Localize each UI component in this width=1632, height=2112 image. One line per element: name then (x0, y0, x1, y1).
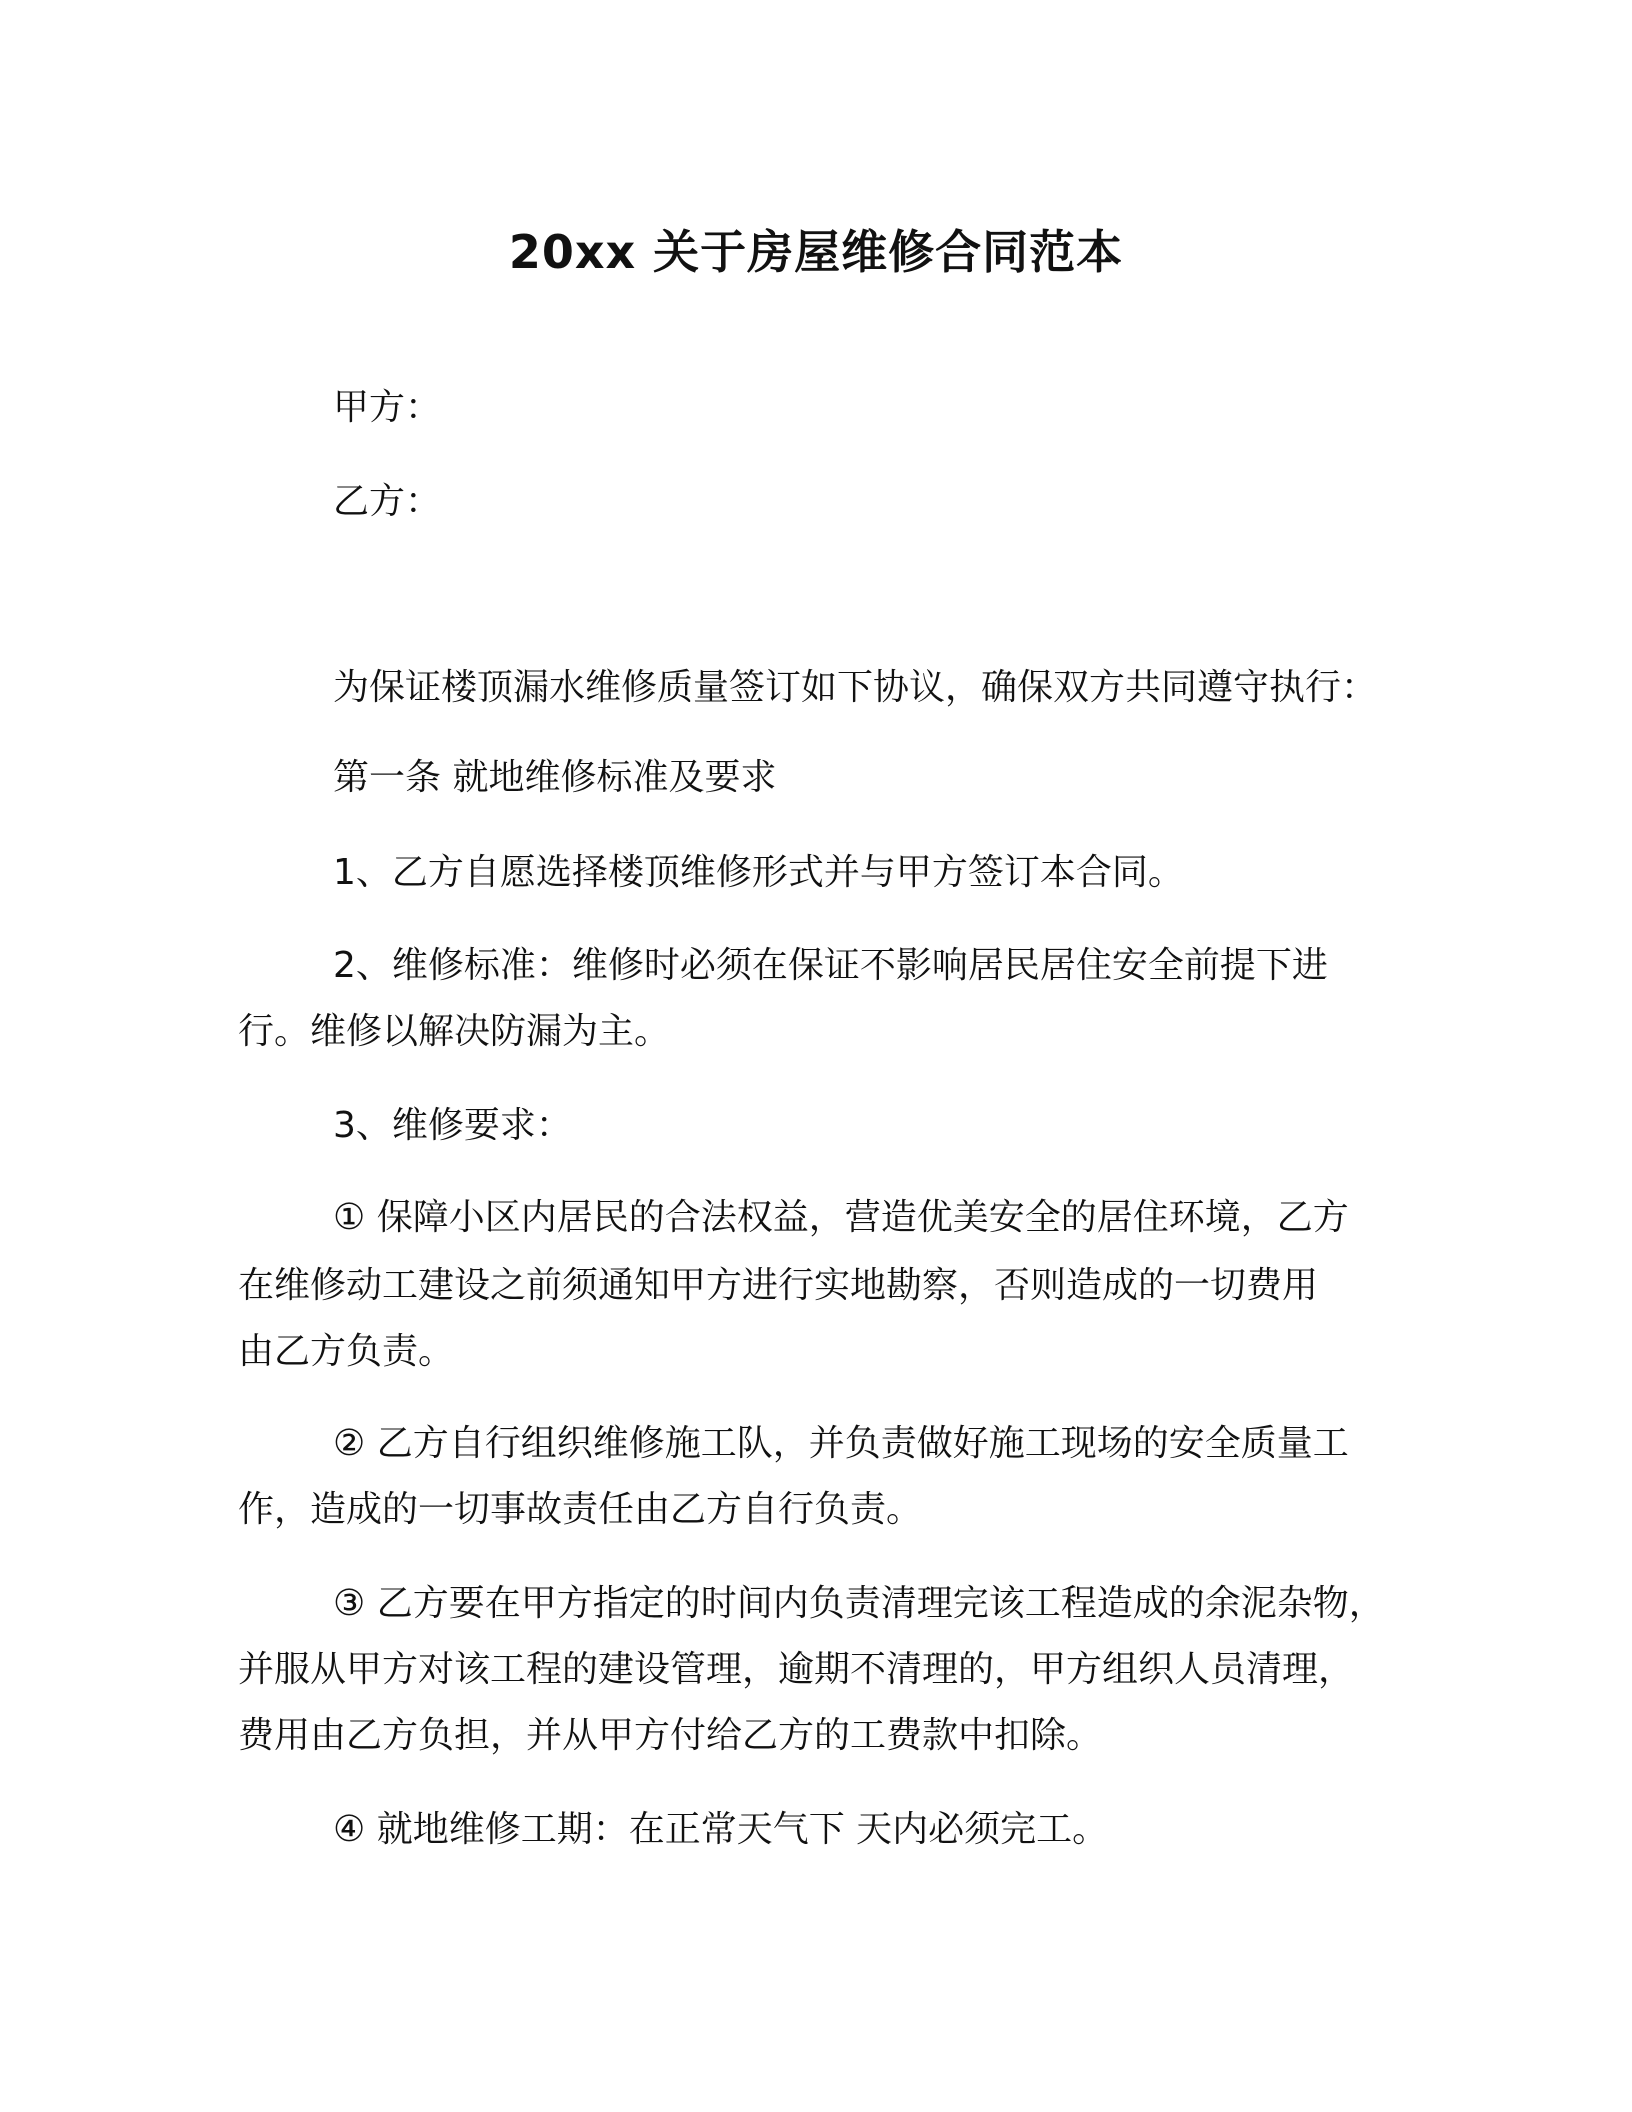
document-title: 20xx 关于房屋维修合同范本 (508, 225, 1124, 279)
clause-1: 1、乙方自愿选择楼顶维修形式并与甲方签订本合同。 (333, 852, 1184, 893)
requirement-2-line-1: ② 乙方自行组织维修施工队，并负责做好施工现场的安全质量工 (333, 1423, 1349, 1464)
requirement-1-line-1: ① 保障小区内居民的合法权益，营造优美安全的居住环境，乙方 (333, 1197, 1349, 1238)
article-1-heading: 第一条 就地维修标准及要求 (333, 757, 777, 798)
requirement-3-line-1: ③ 乙方要在甲方指定的时间内负责清理完该工程造成的余泥杂物， (333, 1583, 1385, 1624)
intro-paragraph: 为保证楼顶漏水维修质量签订如下协议，确保双方共同遵守执行： (333, 667, 1378, 708)
requirement-1-line-2: 在维修动工建设之前须通知甲方进行实地勘察，否则造成的一切费用 (238, 1265, 1319, 1306)
requirement-2-line-2: 作，造成的一切事故责任由乙方自行负责。 (238, 1489, 923, 1530)
requirement-1-line-3: 由乙方负责。 (238, 1331, 455, 1372)
requirement-3-line-2: 并服从甲方对该工程的建设管理，逾期不清理的，甲方组织人员清理， (238, 1649, 1355, 1690)
clause-2-line-2: 行。维修以解决防漏为主。 (238, 1011, 671, 1052)
clause-2-line-1: 2、维修标准：维修时必须在保证不影响居民居住安全前提下进 (333, 945, 1328, 986)
requirement-3-line-3: 费用由乙方负担，并从甲方付给乙方的工费款中扣除。 (238, 1715, 1103, 1756)
requirement-4: ④ 就地维修工期：在正常天气下 天内必须完工。 (333, 1809, 1109, 1850)
party-b-label: 乙方： (333, 481, 442, 522)
clause-3: 3、维修要求： (333, 1105, 572, 1146)
party-a-label: 甲方： (333, 387, 442, 428)
